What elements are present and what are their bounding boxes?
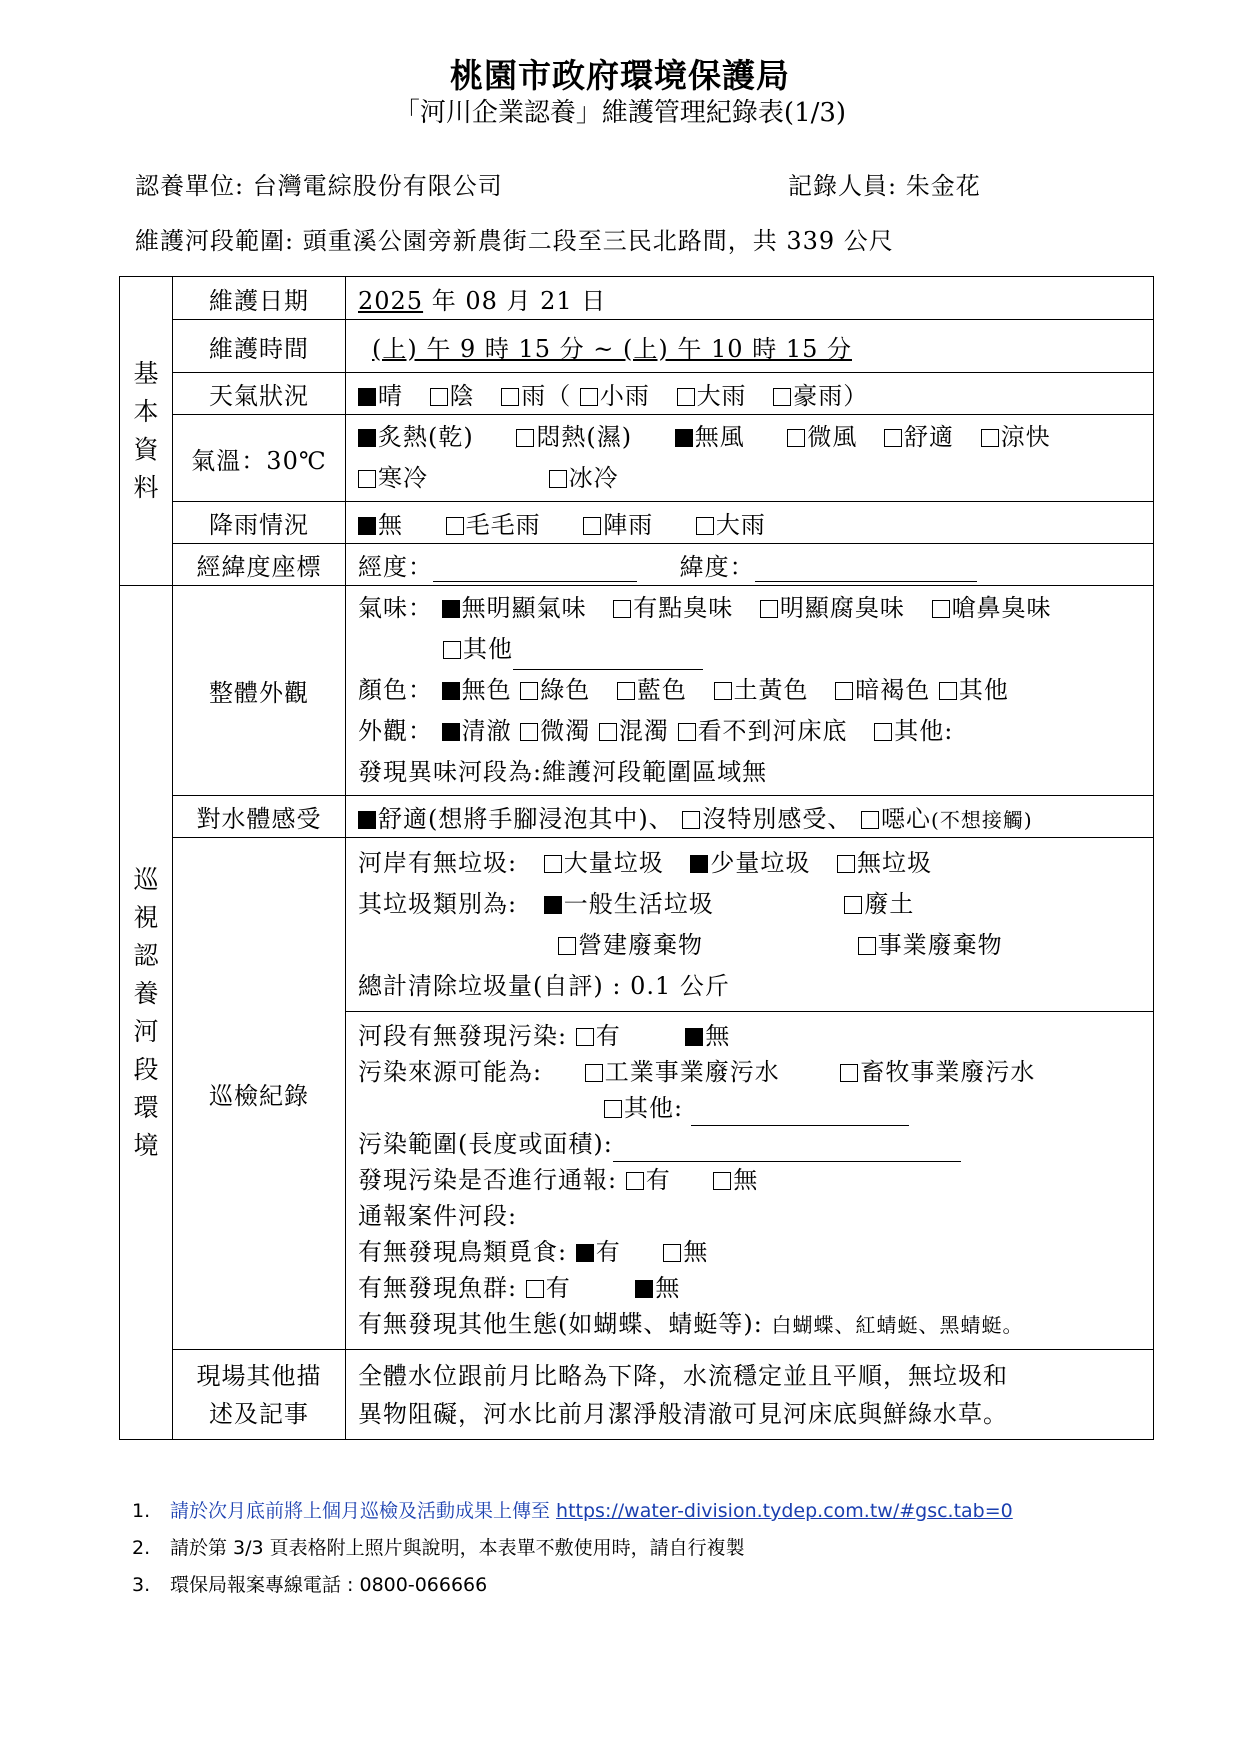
weather-rain-label: 雨（	[521, 382, 572, 410]
pollution-no-checkbox[interactable]	[685, 1028, 703, 1046]
temp-no-wind-checkbox[interactable]	[675, 429, 693, 447]
trash-type-question: 其垃圾類別為:	[358, 889, 518, 918]
upload-link[interactable]: https://water-division.tydep.com.tw/#gsc.tab=0	[556, 1500, 1013, 1522]
temp-cool-label: 涼快	[1000, 423, 1051, 451]
source-livestock-label: 畜牧事業廢污水	[860, 1058, 1036, 1086]
look-other-checkbox[interactable]	[874, 723, 892, 741]
look-label: 外觀：	[358, 717, 433, 745]
color-green-checkbox[interactable]	[520, 682, 538, 700]
rain-drizzle-checkbox[interactable]	[446, 517, 464, 535]
feel-cell	[346, 796, 1154, 838]
weather-cell	[346, 373, 1154, 415]
appearance-label: 整體外觀	[173, 586, 346, 796]
color-brown-checkbox[interactable]	[835, 682, 853, 700]
pollution-cell	[346, 1012, 1154, 1350]
rain-shower-label: 陣雨	[603, 511, 654, 539]
look-slight-label: 微濁	[540, 717, 591, 745]
source-other-field[interactable]	[691, 1099, 909, 1126]
color-label: 顏色：	[358, 676, 433, 704]
temp-hot-dry-label: 炙熱(乾)	[378, 423, 474, 451]
basic-category: 基 本 資 料	[133, 359, 159, 502]
rain-label: 降雨情況	[173, 502, 346, 544]
odor-pungent-checkbox[interactable]	[932, 600, 950, 618]
odor-other-row	[358, 629, 1143, 670]
temp-row-2	[358, 458, 1143, 499]
odor-other-checkbox[interactable]	[443, 641, 461, 659]
trash-type-row-2	[358, 925, 1143, 966]
trash-cell	[346, 838, 1154, 1012]
other-notes-line-2: 異物阻礙，河水比前月潔淨般清澈可見河床底與鮮綠水草。	[358, 1399, 1008, 1428]
weather-heavy-checkbox[interactable]	[677, 388, 695, 406]
weather-sunny-checkbox[interactable]	[358, 388, 376, 406]
odor-slight-label: 有點臭味	[633, 594, 734, 622]
trash-question: 河岸有無垃圾:	[358, 848, 518, 877]
weather-rain-checkbox[interactable]	[501, 388, 519, 406]
look-slight-checkbox[interactable]	[520, 723, 538, 741]
recorder-line	[788, 166, 981, 201]
color-yellow-checkbox[interactable]	[714, 682, 732, 700]
other-notes-label-line-2: 述及記事	[209, 1399, 309, 1428]
report-yes-checkbox[interactable]	[626, 1172, 644, 1190]
trash-household-label: 一般生活垃圾	[563, 889, 714, 918]
color-brown-label: 暗褐色	[855, 676, 931, 704]
note-1-text: 請於次月底前將上個月巡檢及活動成果上傳至	[170, 1500, 557, 1522]
rain-cell	[346, 502, 1154, 544]
appearance-cell	[346, 586, 1154, 796]
trash-little-label: 少量垃圾	[710, 848, 811, 877]
temp-no-wind-label: 無風	[694, 423, 745, 451]
lat-field[interactable]	[755, 555, 977, 582]
adopter-value: 台灣電綜股份有限公司	[252, 172, 503, 200]
source-row	[358, 1054, 1143, 1090]
eco-question: 有無發現其他生態(如蝴蝶、蜻蜓等):	[358, 1310, 763, 1338]
temp-cold-label: 寒冷	[378, 464, 428, 492]
weather-light-label: 小雨	[599, 382, 650, 410]
note-2-number: 2.	[132, 1537, 151, 1559]
patrol-category-cell	[120, 586, 173, 1440]
feel-nothing-checkbox[interactable]	[682, 811, 700, 829]
temp-cold-checkbox[interactable]	[358, 470, 376, 488]
trash-construction-label: 營建廢棄物	[578, 930, 703, 959]
trash-business-checkbox[interactable]	[858, 937, 876, 955]
recorder-value: 朱金花	[905, 172, 981, 200]
note-1-number: 1.	[132, 1500, 151, 1522]
basic-category-cell	[120, 277, 173, 586]
temp-comfortable-checkbox[interactable]	[884, 429, 902, 447]
report-no-label: 無	[733, 1166, 759, 1194]
rain-heavy-label: 大雨	[715, 511, 766, 539]
odor-slight-checkbox[interactable]	[613, 600, 631, 618]
fish-no-checkbox[interactable]	[635, 1280, 653, 1298]
date-rest: 年 08 月 21 日	[431, 286, 607, 315]
adopter-line	[135, 166, 503, 201]
odor-label: 氣味：	[358, 594, 433, 622]
temp-comfortable-label: 舒適	[904, 423, 955, 451]
temp-freezing-label: 冰冷	[568, 464, 619, 492]
trash-none-label: 無垃圾	[857, 848, 933, 877]
weather-storm-label: 豪雨）	[793, 382, 869, 410]
eco-row	[358, 1306, 1143, 1343]
trash-little-checkbox[interactable]	[690, 855, 708, 873]
scope-label: 污染範圍(長度或面積):	[358, 1130, 613, 1158]
odor-pungent-label: 嗆鼻臭味	[951, 594, 1052, 622]
odor-other-field[interactable]	[513, 643, 703, 670]
source-other-checkbox[interactable]	[604, 1100, 622, 1118]
pollution-no-label: 無	[705, 1022, 731, 1050]
bird-row	[358, 1234, 1143, 1270]
temp-breeze-label: 微風	[807, 423, 858, 451]
time-label: 維護時間	[173, 320, 346, 373]
report-section-row: 通報案件河段:	[358, 1202, 518, 1230]
date-label: 維護日期	[173, 277, 346, 320]
adopter-label: 認養單位:	[135, 172, 245, 200]
odor-obvious-checkbox[interactable]	[760, 600, 778, 618]
feel-disgust-note: (不想接觸)	[931, 808, 1033, 832]
source-other-row	[358, 1090, 1143, 1126]
other-notes-label-line-1: 現場其他描	[196, 1361, 322, 1390]
bird-no-label: 無	[683, 1238, 709, 1266]
temp-label: 氣溫：30℃	[173, 415, 346, 502]
odor-none-label: 無明顯氣味	[461, 594, 587, 622]
color-none-checkbox[interactable]	[442, 682, 460, 700]
odor-other-label: 其他	[463, 635, 513, 663]
eco-value: 白蝴蝶、紅蜻蜓、黑蜻蜓。	[771, 1313, 1024, 1337]
trash-soil-label: 廢土	[864, 889, 915, 918]
look-clear-label: 清澈	[461, 717, 512, 745]
document-subtitle: 「河川企業認養」維護管理紀錄表(1/3)	[393, 98, 847, 128]
weather-sunny-label: 晴	[378, 382, 403, 410]
weather-heavy-label: 大雨	[696, 382, 747, 410]
trash-lots-label: 大量垃圾	[563, 848, 664, 877]
coord-label: 經緯度座標	[173, 544, 346, 586]
document-title: 桃園市政府環境保護局	[450, 56, 790, 95]
color-none-label: 無色	[461, 676, 512, 704]
trash-lots-checkbox[interactable]	[544, 855, 562, 873]
temp-freezing-checkbox[interactable]	[549, 470, 567, 488]
range-line	[135, 221, 894, 256]
source-other-label: 其他:	[624, 1094, 684, 1122]
date-year: 2025	[358, 286, 424, 315]
record-table	[119, 276, 1154, 1440]
color-other-label: 其他	[958, 676, 1009, 704]
look-turbid-checkbox[interactable]	[599, 723, 617, 741]
rain-none-label: 無	[378, 511, 403, 539]
temp-cell	[346, 415, 1154, 502]
weather-cloudy-checkbox[interactable]	[430, 388, 448, 406]
feel-disgust-label: 噁心	[881, 805, 932, 833]
pollution-yes-label: 有	[595, 1022, 621, 1050]
look-row	[358, 711, 1143, 752]
temp-row-1	[358, 417, 1143, 458]
trash-type-row-1	[358, 884, 1143, 925]
weather-storm-checkbox[interactable]	[773, 388, 791, 406]
look-turbid-label: 混濁	[618, 717, 669, 745]
rain-shower-checkbox[interactable]	[583, 517, 601, 535]
feel-comfort-label: 舒適(想將手腳浸泡其中)、	[378, 805, 674, 833]
bird-no-checkbox[interactable]	[663, 1244, 681, 1262]
range-value: 頭重溪公園旁新農街二段至三民北路間，共 339 公尺	[302, 227, 894, 255]
fish-yes-label: 有	[545, 1274, 571, 1302]
feel-disgust-checkbox[interactable]	[861, 811, 879, 829]
date-cell	[346, 277, 1154, 320]
report-question: 發現污染是否進行通報:	[358, 1166, 618, 1194]
source-industrial-checkbox[interactable]	[585, 1064, 603, 1082]
source-livestock-checkbox[interactable]	[840, 1064, 858, 1082]
note-2	[132, 1533, 745, 1560]
rain-heavy-checkbox[interactable]	[696, 517, 714, 535]
trash-total-row: 總計清除垃圾量(自評) : 0.1 公斤	[358, 971, 730, 1000]
time-value: (上) 午 9 時 15 分 ~ (上) 午 10 時 15 分	[372, 334, 852, 363]
bird-yes-checkbox[interactable]	[576, 1244, 594, 1262]
odor-row	[358, 588, 1143, 629]
odor-section-row: 發現異味河段為:維護河段範圍區域無	[358, 758, 768, 786]
color-row	[358, 670, 1143, 711]
record-label: 巡檢紀錄	[173, 838, 346, 1350]
color-blue-checkbox[interactable]	[617, 682, 635, 700]
look-nobed-checkbox[interactable]	[678, 723, 696, 741]
other-notes-cell	[346, 1350, 1154, 1440]
feel-label: 對水體感受	[173, 796, 346, 838]
fish-row	[358, 1270, 1143, 1306]
bird-yes-label: 有	[595, 1238, 621, 1266]
rain-none-checkbox[interactable]	[358, 517, 376, 535]
trash-business-label: 事業廢棄物	[877, 930, 1003, 959]
temp-hot-humid-checkbox[interactable]	[516, 429, 534, 447]
trash-soil-checkbox[interactable]	[844, 896, 862, 914]
source-industrial-label: 工業事業廢污水	[604, 1058, 780, 1086]
report-yes-label: 有	[645, 1166, 671, 1194]
trash-none-checkbox[interactable]	[837, 855, 855, 873]
range-label: 維護河段範圍:	[135, 227, 295, 255]
weather-cloudy-label: 陰	[449, 382, 475, 410]
fish-question: 有無發現魚群:	[358, 1274, 518, 1302]
feel-comfort-checkbox[interactable]	[358, 811, 376, 829]
scope-field[interactable]	[613, 1135, 961, 1162]
temp-cool-checkbox[interactable]	[981, 429, 999, 447]
note-3-text: 環保局報案專線電話 : 0800-066666	[170, 1574, 488, 1596]
note-3-number: 3.	[132, 1574, 151, 1596]
trash-row	[358, 843, 1143, 884]
look-nobed-label: 看不到河床底	[697, 717, 848, 745]
lat-label: 緯度：	[679, 553, 755, 581]
color-green-label: 綠色	[540, 676, 591, 704]
look-other-label: 其他:	[894, 717, 954, 745]
odor-none-checkbox[interactable]	[442, 600, 460, 618]
note-3	[132, 1570, 487, 1597]
pollution-row	[358, 1018, 1143, 1054]
pollution-question: 河段有無發現污染:	[358, 1022, 568, 1050]
source-question: 污染來源可能為:	[358, 1058, 543, 1086]
report-no-checkbox[interactable]	[713, 1172, 731, 1190]
temp-hot-dry-checkbox[interactable]	[358, 429, 376, 447]
lon-field[interactable]	[433, 555, 637, 582]
report-row	[358, 1162, 1143, 1198]
weather-label: 天氣狀況	[173, 373, 346, 415]
temp-breeze-checkbox[interactable]	[787, 429, 805, 447]
recorder-label: 記錄人員:	[788, 172, 898, 200]
color-yellow-label: 土黃色	[733, 676, 809, 704]
color-other-checkbox[interactable]	[939, 682, 957, 700]
other-notes-line-1: 全體水位跟前月比略為下降，水流穩定並且平順，無垃圾和	[358, 1361, 1008, 1390]
look-clear-checkbox[interactable]	[442, 723, 460, 741]
weather-light-checkbox[interactable]	[580, 388, 598, 406]
scope-row	[358, 1126, 1143, 1162]
patrol-category: 巡 視 認 養 河 段 環 境	[133, 864, 159, 1160]
pollution-yes-checkbox[interactable]	[576, 1028, 594, 1046]
note-2-text: 請於第 3/3 頁表格附上照片與說明，本表單不敷使用時，請自行複製	[170, 1537, 745, 1559]
fish-yes-checkbox[interactable]	[526, 1280, 544, 1298]
other-notes-label	[173, 1350, 346, 1440]
rain-drizzle-label: 毛毛雨	[465, 511, 541, 539]
fish-no-label: 無	[655, 1274, 681, 1302]
odor-obvious-label: 明顯腐臭味	[779, 594, 905, 622]
color-blue-label: 藍色	[636, 676, 687, 704]
trash-household-checkbox[interactable]	[544, 896, 562, 914]
temp-hot-humid-label: 悶熱(濕)	[536, 423, 633, 451]
bird-question: 有無發現鳥類覓食:	[358, 1238, 568, 1266]
lon-label: 經度：	[358, 553, 433, 581]
trash-construction-checkbox[interactable]	[558, 937, 576, 955]
time-cell	[346, 320, 1154, 373]
feel-nothing-label: 沒特別感受、	[702, 805, 853, 833]
coord-cell	[346, 544, 1154, 586]
note-1	[132, 1496, 1013, 1523]
